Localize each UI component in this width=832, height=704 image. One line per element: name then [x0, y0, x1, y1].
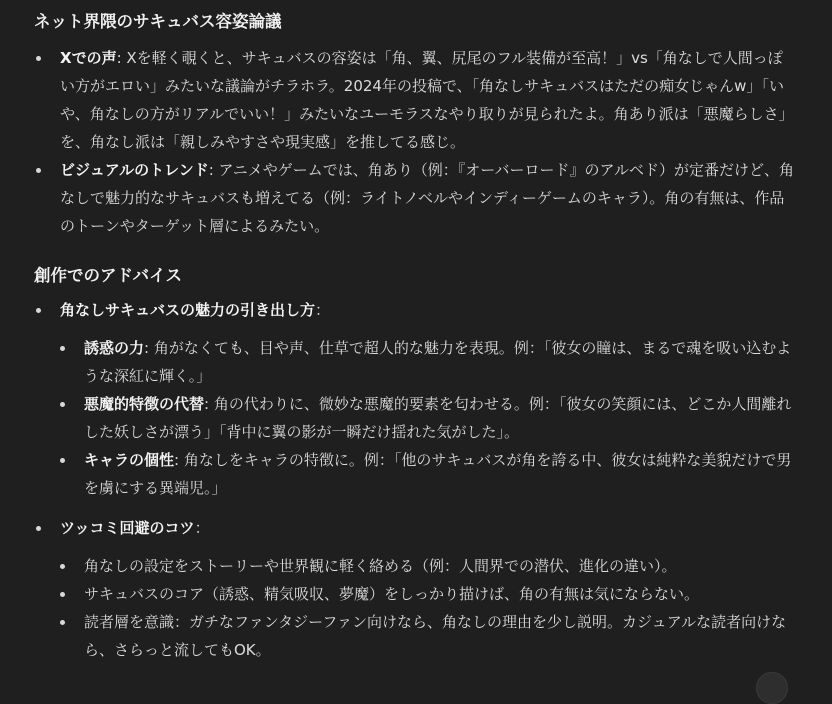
item-text: : 角なしをキャラの特徴に。例：「他のサキュバスが角を誇る中、彼女は純粋な美貌だけで男を虜にする異端児。」	[84, 451, 792, 497]
group-suffix: ：	[315, 301, 331, 319]
item-label: 誘惑の力	[84, 339, 145, 357]
item-text: : 角の代わりに、微妙な悪魔的要素を匂わせる。例：「彼女の笑顔には、どこか人間離れした妖しさが漂う」「背中に翼の影が一瞬だけ揺れた気がした」。	[84, 395, 792, 441]
avoid-critique-sublist	[60, 552, 794, 664]
section-heading-advice: 創作でのアドバイス	[34, 266, 183, 285]
item-text: サキュバスのコア（誘惑、精気吸収、夢魔）をしっかり描けば、角の有無は気にならない。	[84, 585, 700, 603]
group-label: 角なしサキュバスの魅力の引き出し方	[60, 301, 316, 319]
group-suffix: ：	[194, 519, 210, 537]
item-label: Xでの声	[60, 49, 117, 67]
net-discussion-list	[34, 44, 794, 240]
item-text: : Xを軽く覗くと、サキュバスの容姿は「角、翼、尻尾のフル装備が至高！」vs「角なしで人間っぽい方がエロい」みたいな議論がチラホラ。2024年の投稿で、「角なしサキュバスはただの痴女じゃんw」「いや、角なしの方がリアルでいい！」みたいなユーモラスなやり取りが見られたよ。角あり派は「悪魔らしさ」を、角なし派は「親しみやすさや現実感」を推してる感じ。	[60, 49, 794, 151]
charm-tips-sublist	[60, 334, 794, 502]
item-text: 読者層を意識：ガチなファンタジーファン向けなら、角なしの理由を少し説明。カジュアルな読者向けなら、さらっと流してもOK。	[84, 613, 787, 659]
item-text: : アニメやゲームでは、角あり（例：『オーバーロード』のアルベド）が定番だけど、角なしで魅力的なサキュバスも増えてる（例：ライトノベルやインディーゲームのキャラ）。角の有無は、作品のトーンやターゲット層によるみたい。	[60, 161, 794, 235]
section-heading-net-discussion: ネット界隈のサキュバス容姿論議	[34, 12, 282, 31]
sublist-item-demonic-substitute	[60, 390, 794, 446]
scroll-to-bottom-button[interactable]	[756, 672, 788, 704]
chat-message-content	[34, 8, 794, 664]
item-label: 悪魔的特徴の代替	[84, 395, 205, 413]
item-label: キャラの個性	[84, 451, 175, 469]
item-text: : 角がなくても、目や声、仕草で超人的な魅力を表現。例：「彼女の瞳は、まるで魂を吸い込むような深紅に輝く。」	[84, 339, 792, 385]
sublist-item-personality	[60, 446, 794, 502]
sublist-item-temptation	[60, 334, 794, 390]
list-item-avoid-critique	[34, 514, 794, 664]
item-text: 角なしの設定をストーリーや世界観に軽く絡める（例：人間界での潜伏、進化の違い）。	[84, 557, 677, 575]
list-item-x-voices	[34, 44, 794, 156]
sublist-item-readers	[60, 608, 794, 664]
advice-list	[34, 296, 794, 664]
sublist-item-setting	[60, 552, 794, 580]
item-label: ビジュアルのトレンド	[60, 161, 209, 179]
list-item-visual-trend	[34, 156, 794, 240]
list-item-charm-tips	[34, 296, 794, 502]
group-label: ツッコミ回避のコツ	[60, 519, 195, 537]
sublist-item-core	[60, 580, 794, 608]
